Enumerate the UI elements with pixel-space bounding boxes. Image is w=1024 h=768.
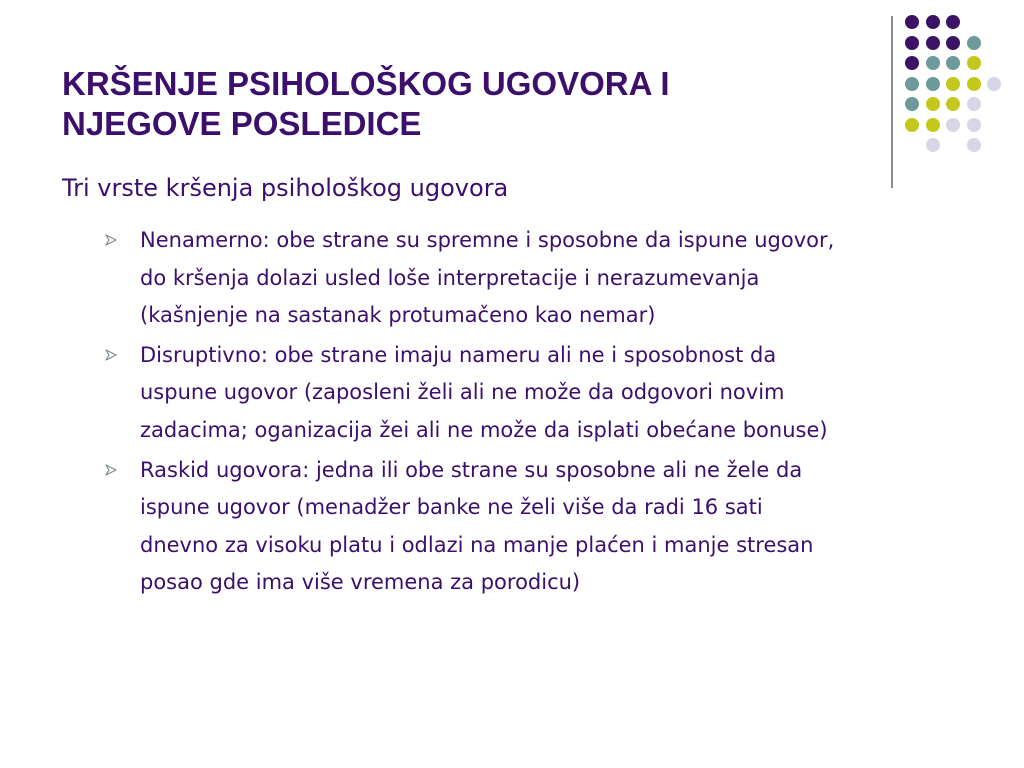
decorative-dot xyxy=(905,36,919,50)
decorative-dot xyxy=(946,118,960,132)
decorative-dot xyxy=(926,118,940,132)
decorative-dot xyxy=(987,77,1001,91)
decorative-dot xyxy=(926,36,940,50)
decorative-dot xyxy=(926,56,940,70)
arrowhead-bullet-icon xyxy=(104,347,118,361)
vertical-divider xyxy=(891,16,893,188)
decorative-dot xyxy=(946,56,960,70)
decorative-dot xyxy=(967,56,981,70)
decorative-dot xyxy=(967,36,981,50)
decorative-dot xyxy=(967,118,981,132)
decorative-dot xyxy=(905,77,919,91)
decorative-dot xyxy=(926,15,940,29)
bullet-item xyxy=(100,222,980,335)
decorative-dot xyxy=(905,118,919,132)
bullet-text: Nenamerno: obe strane su spremne i sposobne da ispune ugovor, do kršenja dolazi usled loše interpretacije i nerazumevanja (kašnjenje na sastanak protumačeno kao nemar) xyxy=(140,228,835,328)
slide-subtitle: Tri vrste kršenja psihološkog ugovora xyxy=(62,174,509,202)
decorative-dot-grid xyxy=(905,15,1024,165)
decorative-dot xyxy=(905,15,919,29)
decorative-dot xyxy=(926,77,940,91)
slide-title-line-2: NJEGOVE POSLEDICE xyxy=(62,105,422,142)
decorative-dot xyxy=(926,97,940,111)
decorative-dot xyxy=(926,138,940,152)
decorative-dot xyxy=(967,77,981,91)
bullet-item xyxy=(100,452,980,602)
decorative-dot xyxy=(905,56,919,70)
decorative-dot xyxy=(905,97,919,111)
slide-title xyxy=(62,64,862,144)
decorative-dot xyxy=(946,97,960,111)
decorative-dot xyxy=(946,77,960,91)
decorative-dot xyxy=(967,138,981,152)
bullet-text: Disruptivno: obe strane imaju nameru ali ne i sposobnost da uspune ugovor (zaposleni želi ali ne može da odgovori novim zadacima; oganizacija žei ali ne može da isplati obećane bonuse) xyxy=(140,342,828,442)
bullet-text: Raskid ugovora: jedna ili obe strane su sposobne ali ne žele da ispune ugovor (menadžer banke ne želi više da radi 16 sati dnevno za visoku platu i odlazi na manje plaćen i manje stresan posao gde ima više vremena za porodicu) xyxy=(140,457,814,595)
decorative-dot xyxy=(946,15,960,29)
arrowhead-bullet-icon xyxy=(104,232,118,246)
bullet-item xyxy=(100,337,980,450)
decorative-dot xyxy=(946,36,960,50)
slide-title-line-1: KRŠENJE PSIHOLOŠKOG UGOVORA I xyxy=(62,65,670,102)
bullet-list xyxy=(100,222,980,604)
arrowhead-bullet-icon xyxy=(104,462,118,476)
decorative-dot xyxy=(967,97,981,111)
